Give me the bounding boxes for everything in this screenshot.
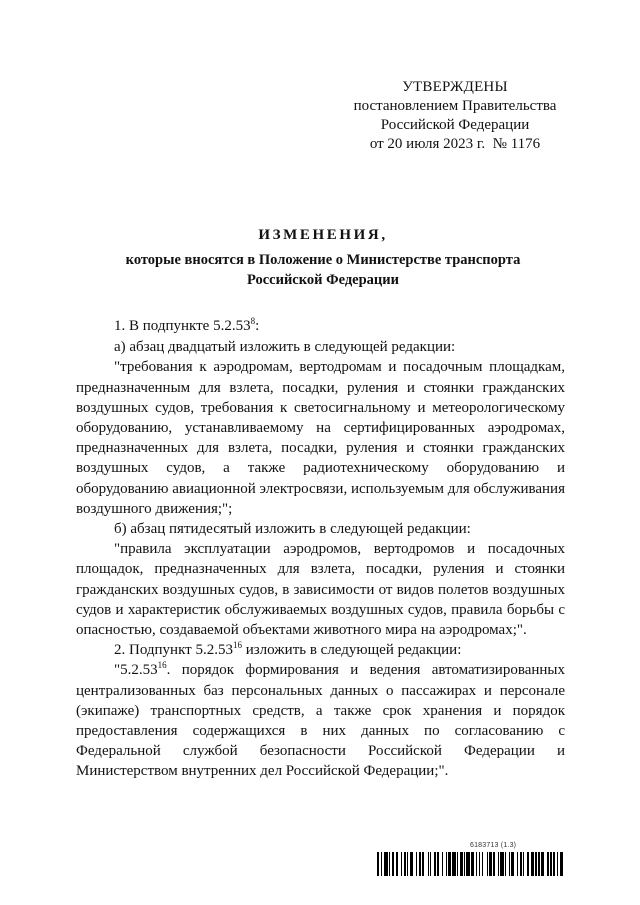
paragraph-quote-2: "правила эксплуатации аэродромов, вертодромов и посадочных площадок, предназначенных для взлета, посадки, руления и стоянки гражданских воздушных судов, в зависимости от видов полетов воздушных судов и характеристик обслуживаемых воздушных судов, правила борьбы с опасностью, создаваемой объектами животного мира на аэродромах;". — [76, 541, 565, 639]
item-2-tail: изложить в следующей редакции: — [241, 642, 462, 659]
paragraph-subitem-a: а) абзац двадцатый изложить в следующей редакции: — [114, 339, 456, 356]
quote-3-superscript: 16 — [157, 660, 167, 671]
approval-block — [340, 78, 570, 154]
document-heading — [70, 225, 576, 290]
item-2-superscript: 16 — [232, 640, 242, 651]
barcode-gap — [563, 852, 565, 876]
item-2-text: 2. Подпункт 5.2.53 — [114, 642, 233, 659]
paragraph-quote-3 — [76, 660, 565, 781]
document-id: 6183713 (1.3) — [470, 842, 517, 849]
quote-3-text: "5.2.53 — [114, 662, 158, 679]
approval-date-line: от 20 июля 2023 г. № 1176 — [369, 136, 541, 152]
document-body — [76, 316, 565, 782]
heading-subtitle-line-2: Российской Федерации — [246, 272, 399, 288]
approval-title: УТВЕРЖДЕНЫ — [402, 79, 508, 95]
heading-subtitle — [70, 250, 576, 290]
paragraph-item-2 — [76, 640, 565, 660]
approval-line-1: постановлением Правительства — [353, 98, 557, 114]
barcode — [377, 852, 567, 876]
paragraph-quote-1: "требования к аэродромам, вертодромам и посадочным площадкам, предназначенным для взлета, посадки, руления и стоянки гражданских воздушных судов, требования к светосигнальному и метеорологическому оборудованию, устанавливаемому на сертифицированных аэродромах, предназначенных для взлета, посадки, руления и стоянки гражданских воздушных судов, а также радиотехническому оборудованию и оборудованию авиационной электросвязи, используемым для обслуживания воздушного движения;"; — [76, 359, 565, 517]
item-1-tail: : — [255, 318, 260, 334]
heading-subtitle-line-1: которые вносятся в Положение о Министерстве транспорта — [125, 252, 521, 268]
item-1-text: 1. В подпункте 5.2.53 — [114, 318, 251, 334]
quote-3-tail: . порядок формирования и ведения автоматизированных централизованных баз персональных данных о пассажирах и персонале (экипаже) транспортных средств, а также срок хранения и порядок предоставления содержащихся в них данных по согласованию с Федеральной службой безопасности Российской Федерации и Министерством внутренних дел Российской Федерации;". — [76, 662, 565, 780]
item-1-superscript: 8 — [250, 316, 256, 326]
approval-line-2: Российской Федерации — [380, 117, 530, 133]
heading-title: ИЗМЕНЕНИЯ, — [258, 227, 388, 243]
paragraph-item-1 — [76, 316, 565, 336]
paragraph-subitem-b: б) абзац пятидесятый изложить в следующей редакции: — [114, 521, 471, 538]
